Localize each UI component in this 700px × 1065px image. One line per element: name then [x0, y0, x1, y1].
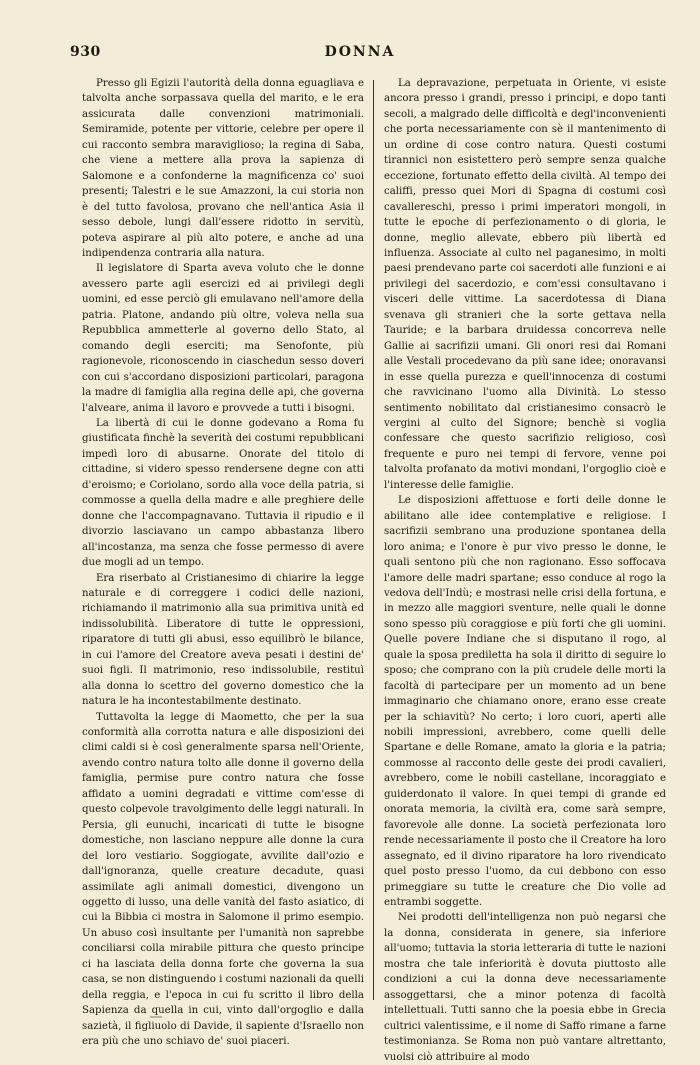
paragraph: Presso gli Egizii l'autorità della donna eguagliava e talvolta anche sorpassava quella del marito, e le era assicurata dalle convenzioni matrimoniali. Semiramide, potente per vittorie, celebre per opere il cui racconto sembra maraviglioso; la regina di Saba, che viene a mettere alla prova la sapienza di Salomone e a confonderne la magnificenza co' suoi presenti; Talestri e le sue Amazzoni, la cui storia non è del tutto favolosa, provano che nell'antica Asia il sesso debole, lungi dall'essere ridotto in servitù, poteva aspirare al più alto potere, e anche ad una indipendenza contraria alla natura. [82, 78, 364, 259]
paragraph: La depravazione, perpetuata in Oriente, vi esiste ancora presso i grandi, presso i principi, e dopo tanti secoli, a malgrado delle difficoltà e degl'inconvenienti che porta necessariamente con sè il mantenimento di un ordine di cose contro natura. Questi costumi tirannici non esistettero però sempre senza qualche eccezione, fortunato effetto della civiltà. Al tempo dei califfi, presso quei Mori di Spagna di costumi così cavallereschi, presso i primi imperatori mongoli, in tutte le epoche di perfezionamento o di gloria, le donne, meglio allevate, ebbero più libertà ed influenza. Associate al culto nel paganesimo, in molti paesi prendevano parte coi sacerdoti alle funzioni e ai privilegi del sacerdozio, e com'essi consultavano i visceri delle vittime. La sacerdotessa di Diana svenava gli stranieri che la sorte gettava nella Tauride; e la barbara druidessa concorreva nelle Gallie ai sacrifizii umani. Gli onori resi dai Romani alle Vestali procedevano da più sane idee; onoravansi in esse quella purezza e quell'innocenza di costumi che ravvicinano l'uomo alla Divinità. Lo stesso sentimento nobilitato dal cristianesimo consacrò le vergini al culto del Signore; benchè si voglia confessare che questo sacrifizio religioso, così frequente e puro nei tempi di fervore, venne poi talvolta profanato da motivi mondani, l'orgoglio cioè e l'interesse delle famiglie. [384, 78, 666, 491]
paragraph: Nei prodotti dell'intelligenza non può negarsi che la donna, considerata in genere, sia inferiore all'uomo; tuttavia la storia letteraria di tutte le nazioni mostra che tale inferiorità è dovuta piuttosto alle condizioni a cui la donna deve necessariamente assoggettarsi, che a minor potenza di facoltà intellettuali. Tutti sanno che la poesia ebbe in Grecia cultrici valentissime, e il nome di Saffo rimane a farne testimonianza. Se Roma non può vantare altrettanto, vuolsi ciò attribuire al modo [384, 912, 667, 1063]
paragraph: Il legislatore di Sparta aveva voluto che le donne avessero parte agli esercizi ed ai privilegi degli uomini, ed esse perciò gli emulavano nell'amore della patria. Platone, andando più oltre, voleva nella sua Repubblica ammetterle al governo dello Stato, al comando degli eserciti; ma Senofonte, più ragionevole, riconoscendo in ciaschedun sesso doveri con cui s'accordano disposizioni particolari, paragona la madre di famiglia alla regina delle api, che governa l'alveare, anima il lavoro e provvede a tutti i bisogni. [82, 263, 364, 414]
running-title: DONNA [324, 44, 396, 60]
right-column [384, 76, 667, 1063]
left-column [82, 76, 364, 1048]
column-divider [373, 80, 374, 1000]
paragraph: Le disposizioni affettuose e forti delle donne le abilitano alle idee contemplative e religiose. I sacrifizii sembrano una produzione spontanea della loro anima; e l'onore è pur vivo presso le donne, le quali sentono più che non ragionano. Esso soffocava l'amore delle madri spartane; esso conduce al rogo la vedova dell'Indù; e mostrasi nelle crisi della fortuna, e in mezzo alle maggiori sventure, nelle quali le donne sono spesso più coraggiose e più forti che gli uomini. Quelle povere Indiane che si disputano il rogo, al quale la sposa prediletta ha sola il diritto di seguire lo sposo; che comprano con la più crudele delle morti la facoltà di partecipare per un momento ad un bene immaginario che chiamano onore, erano esse create per la schiavitù? No certo; i loro cuori, aperti alle nobili impressioni, avrebbero, come quelli delle Spartane e delle Romane, amato la gloria e la patria; commosse al racconto delle geste dei prodi cavalieri, avrebbero, come le nobili castellane, incoraggiato e guiderdonato il valore. In quei tempi di grande ed onorata memoria, la civiltà era, come sarà sempre, favorevole alle donne. La società perfezionata loro rende necessariamente il posto che il Creatore ha loro assegnato, ed il divino riparatore ha loro rivendicato quel posto presso l'uomo, da cui debbono con esso primeggiare su tutte le creature che Dio volle ad entrambi soggette. [384, 495, 666, 909]
paragraph: Era riserbato al Cristianesimo di chiarire la legge naturale e di correggere i codici delle nazioni, richiamando il matrimonio alla sua primitiva unità ed indissolubilità. Liberatore di tutte le oppressioni, riparatore di tutti gli abusi, esso equilibrò le bilance, in cui l'amore del Creatore aveva pesati i destini de' suoi figli. Il matrimonio, reso indissolubile, restituì alla donna lo scettro del governo domestico che la natura le ha incontestabilmente destinato. [82, 572, 364, 708]
paragraph: La libertà di cui le donne godevano a Roma fu giustificata finchè la severità dei costumi repubblicani impedì loro di abusarne. Onorate del titolo di cittadine, si videro spesso rendersene degne con atti d'eroismo; e Coriolano, sordo alla voce della patria, si commosse a quella della madre e alle preghiere delle donne che l'accompagnavano. Tuttavia il ripudio e il divorzio lasciavano un campo abbastanza libero all'incostanza, ma senza che fosse permesso di avere due mogli ad un tempo. [82, 417, 364, 569]
text-columns [82, 76, 667, 1063]
paragraph: Tuttavolta la legge di Maometto, che per la sua conformità alla corrotta natura e alle disposizioni dei climi caldi si è così generalmente sparsa nell'Oriente, avendo contro natura tolto alle donne il governo della famiglia, permise pure contro natura che fosse affidato a uomini degradati e vittime com'esse di questo colpevole travolgimento delle leggi naturali. In Persia, gli eunuchi, incaricati di tutte le bisogne domestiche, non lasciano neppure alle donne la cura del loro vestiario. Soggiogate, avvilite dall'ozio e dall'ignoranza, quelle creature decadute, quasi assimilate agli animali domestici, divengono un oggetto di lusso, una delle vanità del fasto asiatico, di cui la Bibbia ci mostra in Salomone il primo esempio. Un abuso così insultante per l'umanità non saprebbe conciliarsi colla mirabile pittura che questo principe ci ha lasciata della donna forte che governa la sua casa, se non distinguendo i costumi nazionali da quelli della reggia, e l'epoca in cui fu scritto il libro della Sapienza da quella in cui, vinto dall'orgoglio e dalla sazietà, il figliuolo di Davide, il sapiente d'Israello non era più che uno schiavo de' suoi piaceri. [82, 711, 364, 1048]
page-number: 930 [70, 44, 101, 60]
page-header [70, 44, 650, 68]
ink-smudge [150, 1016, 162, 1018]
